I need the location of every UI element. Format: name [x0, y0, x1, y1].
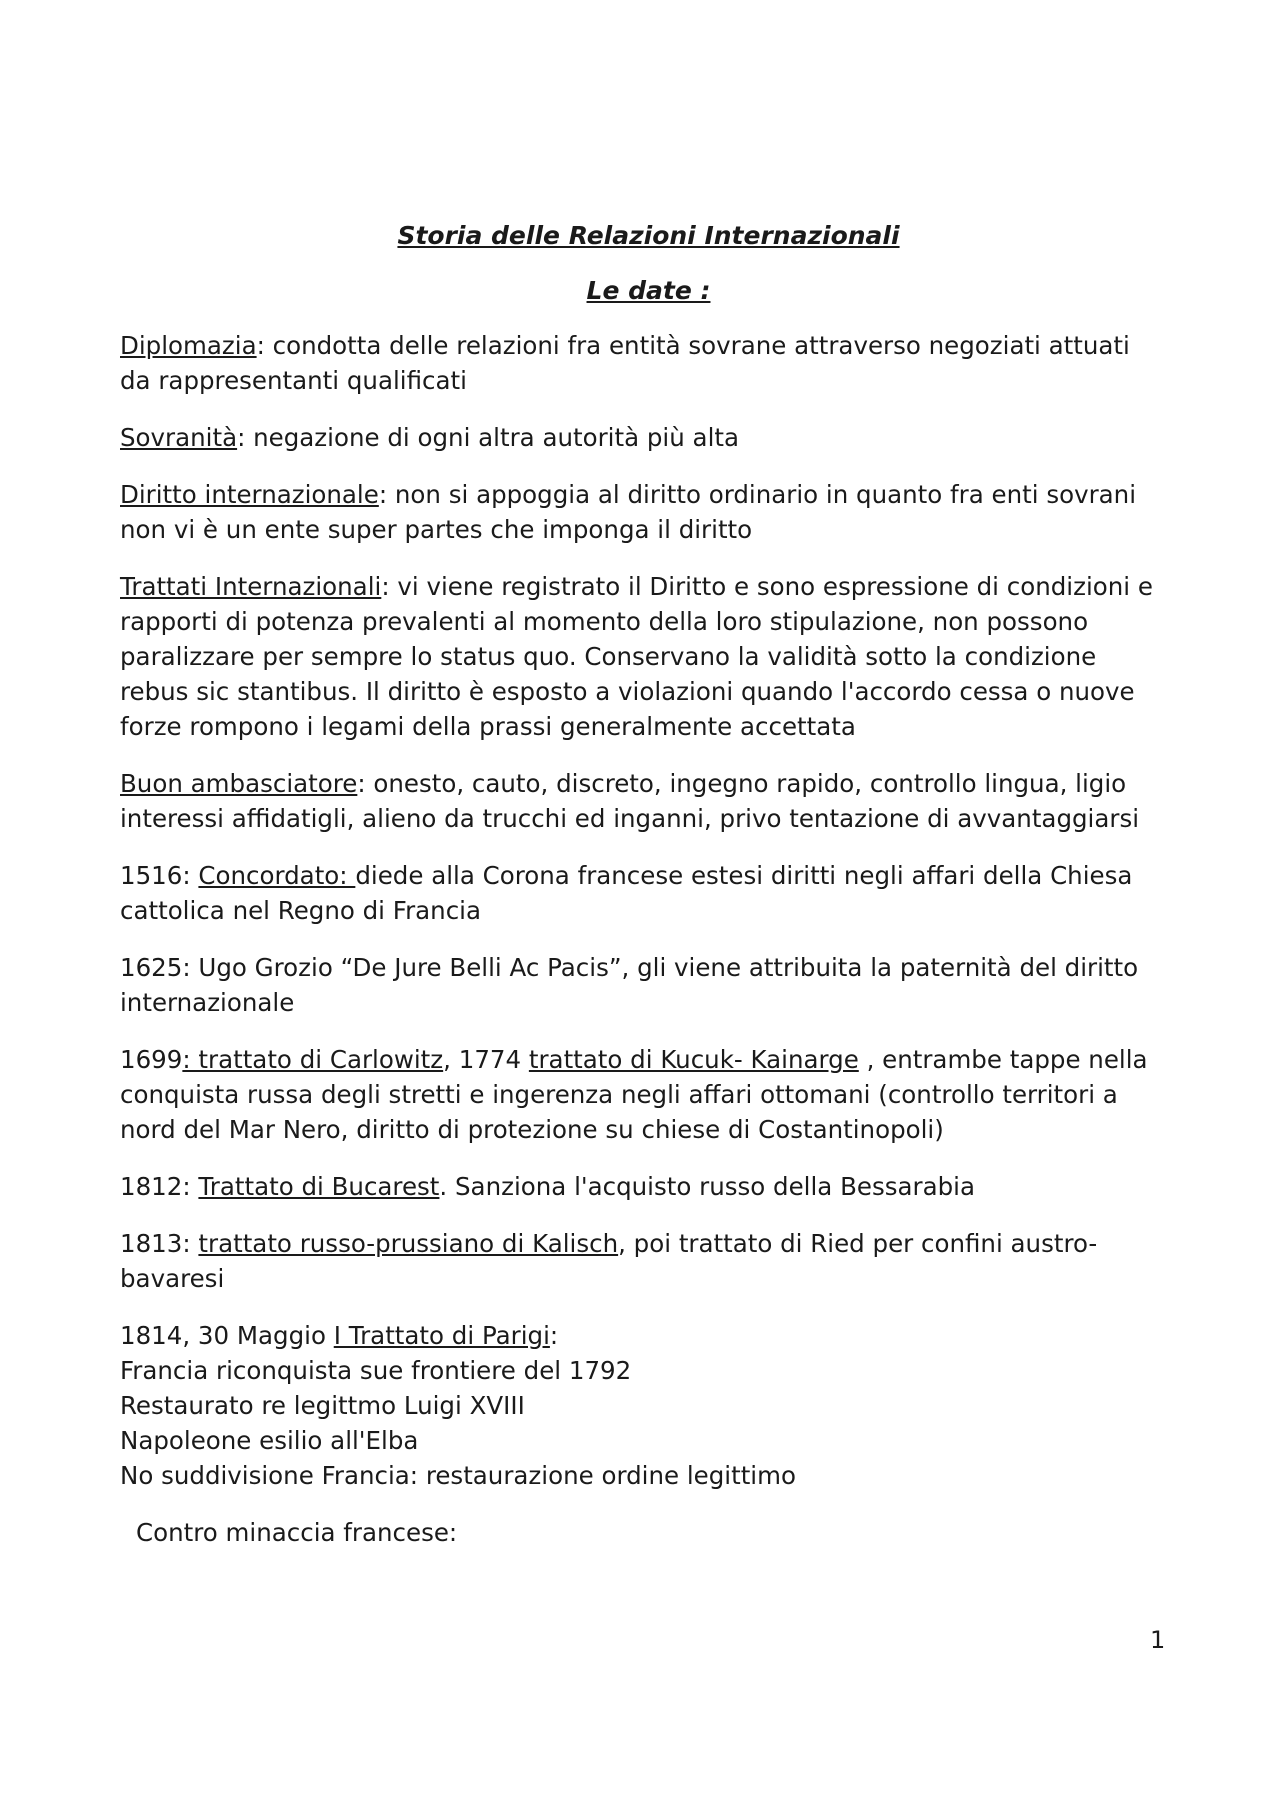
date-prefix: 1516:	[120, 861, 199, 890]
underlined-term: trattato di Kucuk- Kainarge	[528, 1045, 859, 1074]
list-item: Francia riconquista sue frontiere del 1792	[120, 1356, 632, 1385]
list-item: Napoleone esilio all'Elba	[120, 1426, 419, 1455]
definition-term: Sovranità	[120, 423, 238, 452]
date-colon: :	[549, 1321, 559, 1350]
definition-text: : vi viene registrato il Diritto e sono espressione di condizioni e rapporti di potenza prevalenti al momento della loro stipulazione, non possono paralizzare per sempre lo status quo. Conservano la validità sotto la condizione rebus sic stantibus. Il diritto è esposto a violazioni quando l'accordo cessa o nuove forze rompono i legami della prassi generalmente accettata	[120, 572, 1153, 741]
definition-sovranita	[120, 420, 1165, 455]
date-entry-1625	[120, 950, 1165, 1020]
definition-term: Diplomazia	[120, 331, 257, 360]
definition-text: : non si appoggia al diritto ordinario in quanto fra enti sovrani non vi è un ente super partes che imponga il diritto	[120, 480, 1137, 544]
page-number: 1	[1150, 1626, 1166, 1654]
definition-diplomazia	[120, 328, 1165, 398]
definition-text: : negazione di ogni altra autorità più alta	[237, 423, 739, 452]
date-prefix: 1699	[120, 1045, 183, 1074]
definition-diritto-internazionale	[120, 477, 1165, 547]
date-text: , poi trattato di Ried per confini austro-bavaresi	[120, 1229, 1098, 1293]
document-title: Storia delle Relazioni Internazionali	[397, 221, 900, 250]
definition-term: Trattati Internazionali	[120, 572, 382, 601]
list-item: No suddivisione Francia: restaurazione ordine legittimo	[120, 1461, 796, 1490]
date-text: . Sanziona l'acquisto russo della Bessarabia	[439, 1172, 975, 1201]
underlined-term: Trattato di Bucarest	[198, 1172, 440, 1201]
underlined-term: trattato russo-prussiano di Kalisch	[198, 1229, 619, 1258]
date-entry-1812	[120, 1169, 1165, 1204]
definition-trattati-internazionali	[120, 569, 1165, 744]
date-entry-1516	[120, 858, 1165, 928]
definition-term: Buon ambasciatore	[120, 769, 358, 798]
date-prefix: 1813:	[120, 1229, 199, 1258]
document-subtitle: Le date :	[586, 276, 711, 305]
definition-text: : condotta delle relazioni fra entità sovrane attraverso negoziati attuati da rappresentanti qualificati	[120, 331, 1130, 395]
list-item: Restaurato re legittmo Luigi XVIII	[120, 1391, 525, 1420]
definition-text: : onesto, cauto, discreto, ingegno rapido, controllo lingua, ligio interessi affidatigli, alieno da trucchi ed inganni, privo tentazione di avvantaggiarsi	[120, 769, 1140, 833]
underlined-term: Concordato:	[198, 861, 356, 890]
date-middle: , 1774	[443, 1045, 529, 1074]
underlined-term: : trattato di Carlowitz	[182, 1045, 444, 1074]
date-entry-1814	[120, 1318, 1165, 1493]
definition-buon-ambasciatore	[120, 766, 1165, 836]
date-prefix: 1812:	[120, 1172, 199, 1201]
date-heading-line	[120, 1318, 1165, 1353]
date-prefix: 1814, 30 Maggio	[120, 1321, 334, 1350]
date-entry-1699	[120, 1042, 1165, 1147]
document-body	[120, 218, 1165, 1572]
underlined-term: I Trattato di Parigi	[333, 1321, 550, 1350]
date-text: 1625: Ugo Grozio “De Jure Belli Ac Pacis”, gli viene attribuita la paternità del diritto internazionale	[120, 953, 1139, 1017]
date-text: diede alla Corona francese estesi diritti negli affari della Chiesa cattolica nel Regno di Francia	[120, 861, 1133, 925]
date-text: , entrambe tappe nella conquista russa degli stretti e ingerenza negli affari ottomani (controllo territori a nord del Mar Nero, diritto di protezione su chiese di Costantinopoli)	[120, 1045, 1148, 1144]
definition-term: Diritto internazionale	[120, 480, 379, 509]
contro-minaccia-line: Contro minaccia francese:	[136, 1518, 458, 1547]
date-entry-1813	[120, 1226, 1165, 1296]
